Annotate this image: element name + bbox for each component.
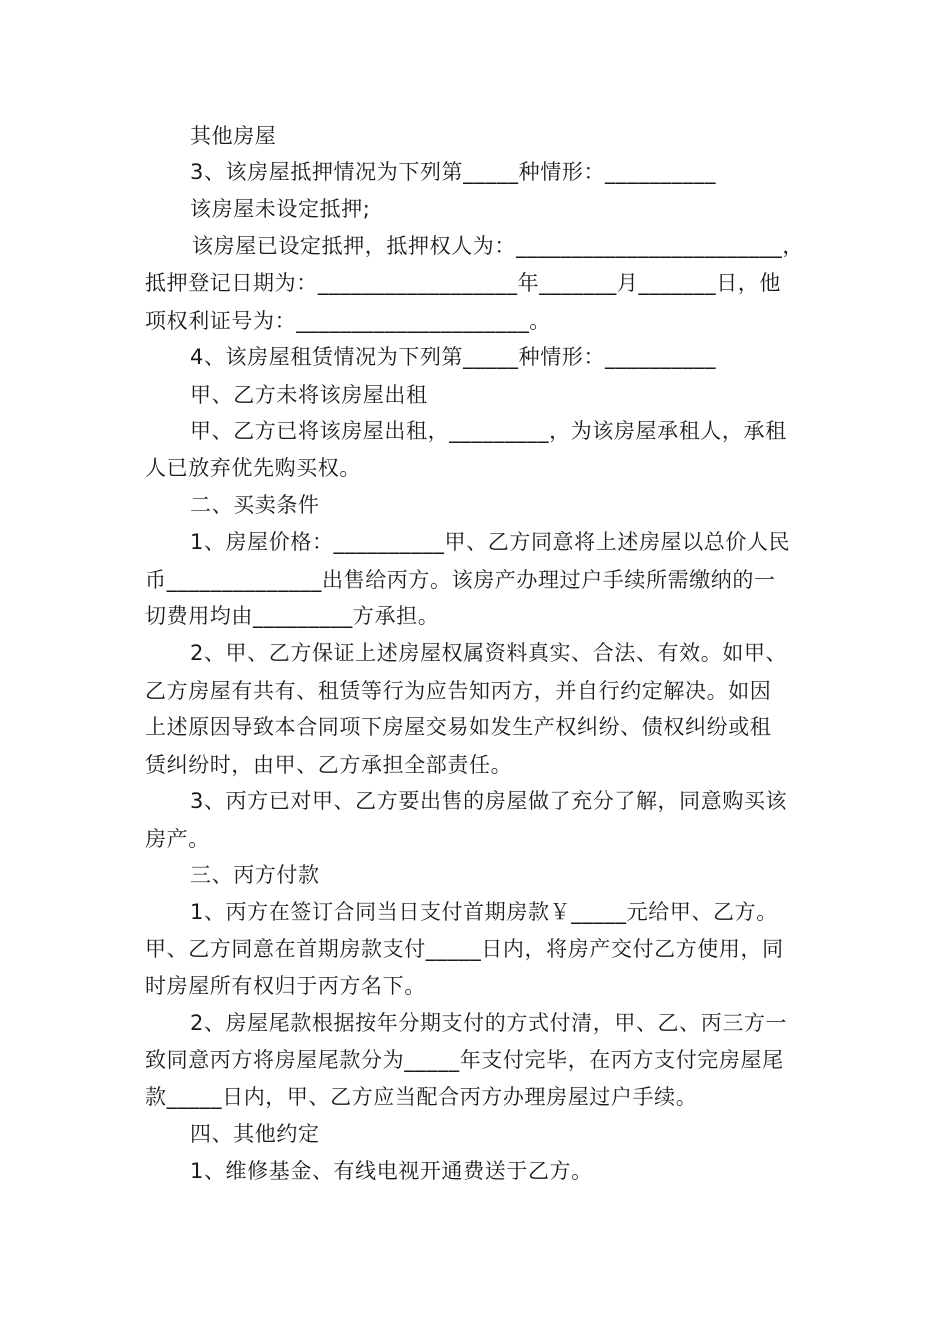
text-line: 1、房屋价格：__________甲、乙方同意将上述房屋以总价人民 [190,530,791,554]
text-line: 2、甲、乙方保证上述房屋权属资料真实、合法、有效。如甲、 [190,641,788,665]
text-line: 1、维修基金、有线电视开通费送于乙方。 [190,1159,593,1183]
text-line: 赁纠纷时，由甲、乙方承担全部责任。 [145,753,513,777]
text-line: 抵押登记日期为：__________________年_______月_______日，他 [145,271,781,295]
text-line: 款_____日内，甲、乙方应当配合丙方办理房屋过户手续。 [145,1085,698,1109]
text-line: 项权利证号为：_____________________。 [145,309,551,333]
text-line: 1、丙方在签订合同当日支付首期房款￥_____元给甲、乙方。 [190,900,778,924]
text-line: 致同意丙方将房屋尾款分为_____年支付完毕，在丙方支付完房屋尾 [145,1048,784,1072]
text-line: 甲、乙方未将该房屋出租 [190,383,428,407]
text-line: 切费用均由_________方承担。 [145,604,440,628]
text-line: 3、该房屋抵押情况为下列第_____种情形：__________ [190,160,717,184]
text-line: 上述原因导致本合同项下房屋交易如发生产权纠纷、债权纠纷或租 [145,715,772,739]
text-line: 其他房屋 [190,124,277,148]
text-line: 时房屋所有权归于丙方名下。 [145,974,426,998]
text-line: 该房屋已设定抵押，抵押权人为：________________________， [192,234,804,258]
section-heading: 二、买卖条件 [190,493,320,517]
text-line: 该房屋未设定抵押; [190,197,371,221]
text-line: 3、丙方已对甲、乙方要出售的房屋做了充分了解，同意购买该 [190,789,788,813]
text-line: 甲、乙方已将该房屋出租，_________，为该房屋承租人，承租 [190,419,787,443]
section-heading: 三、丙方付款 [190,863,320,887]
text-line: 币______________出售给丙方。该房产办理过户手续所需缴纳的一 [145,568,776,592]
text-line: 4、该房屋租赁情况为下列第_____种情形：__________ [190,345,717,369]
text-line: 房产。 [145,827,210,851]
text-line: 人已放弃优先购买权。 [145,456,361,480]
text-line: 甲、乙方同意在首期房款支付_____日内，将房产交付乙方使用，同 [145,937,784,961]
section-heading: 四、其他约定 [190,1122,320,1146]
text-line: 2、房屋尾款根据按年分期支付的方式付清，甲、乙、丙三方一 [190,1011,788,1035]
text-line: 乙方房屋有共有、租赁等行为应告知丙方，并自行约定解决。如因 [145,679,772,703]
